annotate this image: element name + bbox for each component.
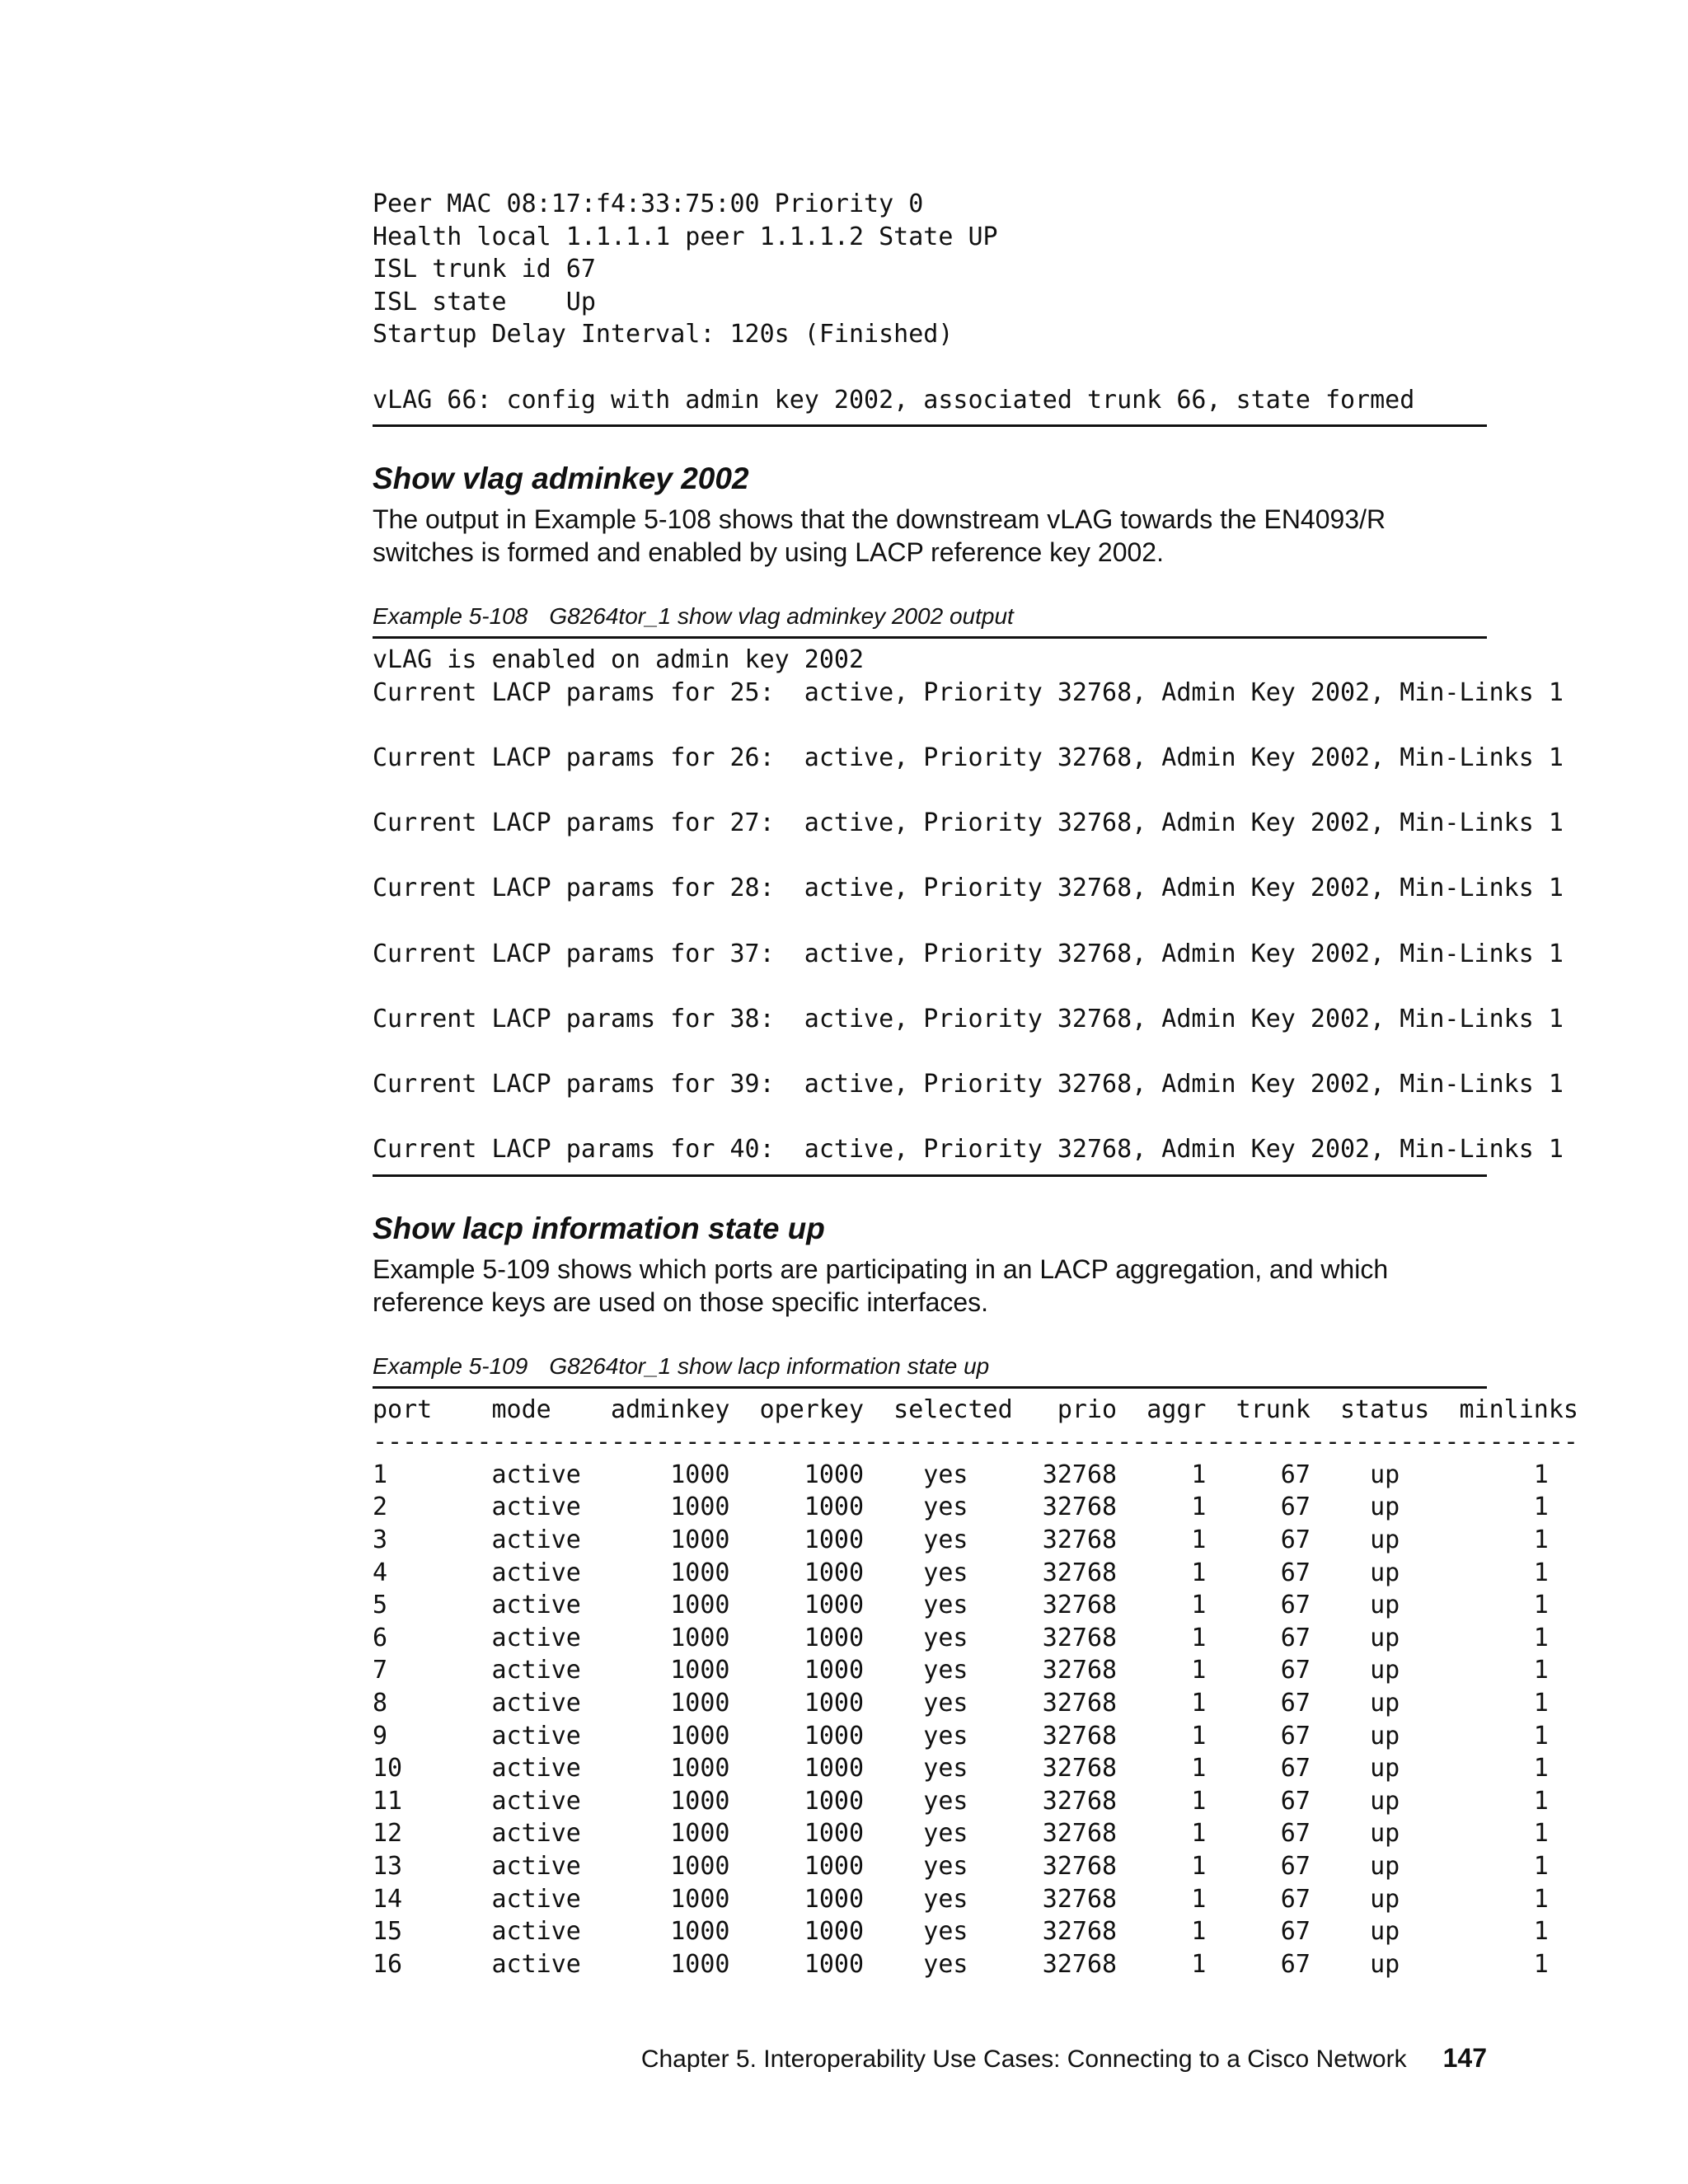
table-row: 14 active 1000 1000 yes 32768 1 67 up 1 xyxy=(373,1884,1549,1914)
code-line: Startup Delay Interval: 120s (Finished) xyxy=(373,320,954,349)
example-5-108-code-block xyxy=(373,644,1564,1166)
paragraph-line: The output in Example 5-108 shows that the downstream vLAG towards the EN4093/R xyxy=(373,504,1386,535)
code-line: Current LACP params for 28: active, Priority 32768, Admin Key 2002, Min-Links 1 xyxy=(373,874,1564,903)
table-row: 15 active 1000 1000 yes 32768 1 67 up 1 xyxy=(373,1917,1549,1947)
code-line: Health local 1.1.1.1 peer 1.1.1.2 State UP xyxy=(373,222,998,251)
code-line: Current LACP params for 39: active, Priority 32768, Admin Key 2002, Min-Links 1 xyxy=(373,1069,1564,1099)
paragraph-line: Example 5-109 shows which ports are participating in an LACP aggregation, and which xyxy=(373,1254,1389,1284)
code-line: Current LACP params for 37: active, Priority 32768, Admin Key 2002, Min-Links 1 xyxy=(373,939,1564,968)
code-line: vLAG is enabled on admin key 2002 xyxy=(373,645,865,675)
table-row: 11 active 1000 1000 yes 32768 1 67 up 1 xyxy=(373,1786,1549,1816)
example-top-rule xyxy=(373,1386,1487,1389)
code-line: ISL state Up xyxy=(373,287,596,316)
example-caption-5-109 xyxy=(373,1352,1487,1381)
section-heading-lacp-information: Show lacp information state up xyxy=(373,1211,825,1245)
table-row: 1 active 1000 1000 yes 32768 1 67 up 1 xyxy=(373,1460,1549,1489)
table-row: 12 active 1000 1000 yes 32768 1 67 up 1 xyxy=(373,1819,1549,1849)
caption-label: Example 5-108 xyxy=(373,603,528,630)
table-header-line: port mode adminkey operkey selected prio aggr trunk status minlinks xyxy=(373,1394,1578,1424)
code-line: vLAG 66: config with admin key 2002, associated trunk 66, state formed xyxy=(373,385,1415,415)
paragraph-line: reference keys are used on those specific interfaces. xyxy=(373,1286,989,1317)
table-row: 6 active 1000 1000 yes 32768 1 67 up 1 xyxy=(373,1623,1549,1652)
table-row: 16 active 1000 1000 yes 32768 1 67 up 1 xyxy=(373,1949,1549,1979)
table-row: 7 active 1000 1000 yes 32768 1 67 up 1 xyxy=(373,1656,1549,1685)
table-row: 9 active 1000 1000 yes 32768 1 67 up 1 xyxy=(373,1721,1549,1750)
table-row: 13 active 1000 1000 yes 32768 1 67 up 1 xyxy=(373,1851,1549,1881)
page-footer xyxy=(641,2041,1487,2076)
caption-title: G8264tor_1 show lacp information state up xyxy=(549,1352,990,1379)
example-bottom-rule xyxy=(373,1174,1487,1177)
page-number: 147 xyxy=(1442,2043,1487,2073)
table-row: 2 active 1000 1000 yes 32768 1 67 up 1 xyxy=(373,1493,1549,1522)
table-row: 4 active 1000 1000 yes 32768 1 67 up 1 xyxy=(373,1558,1549,1587)
vlag-status-code-block xyxy=(373,188,1487,416)
code-line: Current LACP params for 40: active, Priority 32768, Admin Key 2002, Min-Links 1 xyxy=(373,1135,1564,1165)
caption-label: Example 5-109 xyxy=(373,1352,528,1379)
section-paragraph-vlag-adminkey xyxy=(373,503,1487,569)
code-line: Current LACP params for 26: active, Priority 32768, Admin Key 2002, Min-Links 1 xyxy=(373,743,1564,772)
page-content xyxy=(373,188,1578,1980)
example-top-rule xyxy=(373,636,1487,639)
code-block-bottom-rule xyxy=(373,424,1487,427)
section-heading-vlag-adminkey: Show vlag adminkey 2002 xyxy=(373,462,749,496)
example-caption-5-108 xyxy=(373,602,1487,631)
table-row: 3 active 1000 1000 yes 32768 1 67 up 1 xyxy=(373,1526,1549,1555)
code-line: Current LACP params for 27: active, Priority 32768, Admin Key 2002, Min-Links 1 xyxy=(373,808,1564,838)
table-row: 5 active 1000 1000 yes 32768 1 67 up 1 xyxy=(373,1591,1549,1620)
caption-title: G8264tor_1 show vlag adminkey 2002 output xyxy=(549,603,1014,630)
code-line: Peer MAC 08:17:f4:33:75:00 Priority 0 xyxy=(373,190,924,218)
example-5-109-code-block xyxy=(373,1394,1578,1981)
table-separator-line: --------------------------------------------------------------------------------- xyxy=(373,1427,1578,1457)
footer-chapter-title: Chapter 5. Interoperability Use Cases: Connecting to a Cisco Network xyxy=(640,2046,1407,2073)
table-row: 10 active 1000 1000 yes 32768 1 67 up 1 xyxy=(373,1754,1549,1783)
code-line: Current LACP params for 25: active, Priority 32768, Admin Key 2002, Min-Links 1 xyxy=(373,677,1564,707)
code-line: ISL trunk id 67 xyxy=(373,255,596,284)
paragraph-line: switches is formed and enabled by using LACP reference key 2002. xyxy=(373,537,1164,568)
table-row: 8 active 1000 1000 yes 32768 1 67 up 1 xyxy=(373,1689,1549,1718)
section-paragraph-lacp-information xyxy=(373,1253,1487,1319)
code-line: Current LACP params for 38: active, Priority 32768, Admin Key 2002, Min-Links 1 xyxy=(373,1004,1564,1033)
